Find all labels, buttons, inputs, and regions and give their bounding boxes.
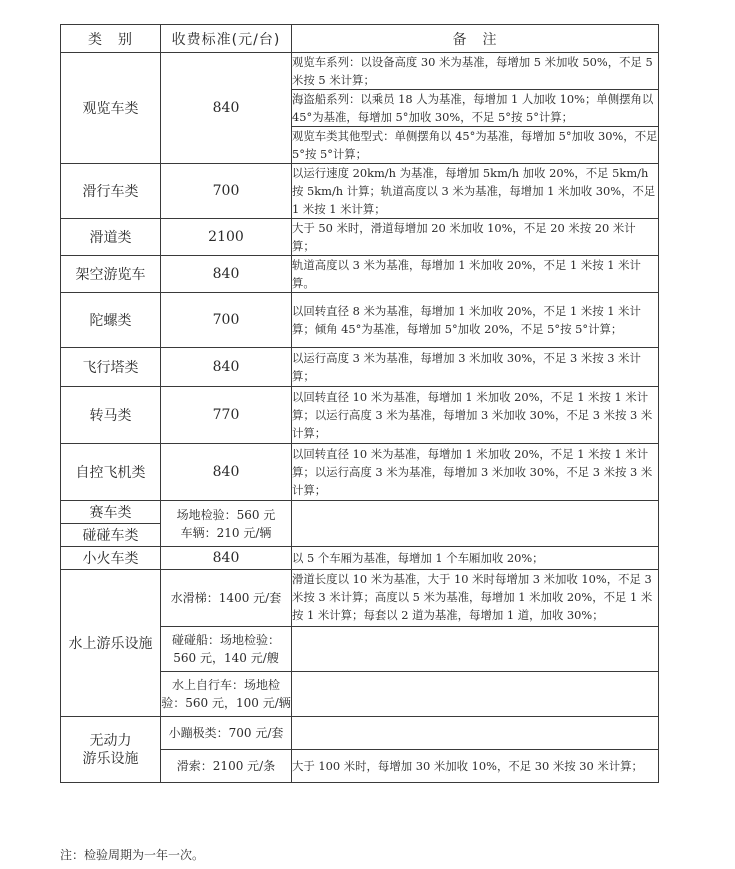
- table-row: [61, 444, 659, 501]
- fee-standard-table: [60, 24, 659, 783]
- note-carousel: 以回转直径 10 米为基准，每增加 1 米加收 20%，不足 1 米按 1 米计算；以运行高度 3 米为基准，每增加 3 米加收 30%，不足 3 米按 3 米计算；: [292, 387, 659, 444]
- header-fee: 收费标准(元/台): [161, 25, 292, 53]
- category-unpowered: 无动力 游乐设施: [61, 717, 161, 783]
- note-water-slide: 滑道长度以 10 米为基准，大于 10 米时每增加 3 米加收 10%，不足 3 米按 3 米计算；高度以 5 米为基准，每增加 1 米加收 20%，不足 1 米按 1 米计算；每套以 2 道为基准，每增加 1 道，加收 30%；: [292, 570, 659, 627]
- fee-trampoline: 小蹦极类：700 元/套: [161, 717, 292, 750]
- table-row: [61, 219, 659, 256]
- category-aerial: 架空游览车: [61, 256, 161, 293]
- note-trampoline-empty: [292, 717, 659, 750]
- table-row: [61, 387, 659, 444]
- note-self-plane: 以回转直径 10 米为基准，每增加 1 米加收 20%，不足 1 米按 1 米计算；以运行高度 3 米为基准，每增加 3 米加收 30%，不足 3 米按 3 米计算；: [292, 444, 659, 501]
- category-sightseeing: 观览车类: [61, 53, 161, 164]
- table-row: [61, 348, 659, 387]
- footer-note: 注：检验周期为一年一次。: [60, 848, 205, 862]
- table-row: [61, 547, 659, 570]
- header-note: 备 注: [292, 25, 659, 53]
- fee-gyro: 700: [161, 293, 292, 348]
- note-slide: 大于 50 米时，滑道每增加 20 米加收 10%，不足 20 米按 20 米计算；: [292, 219, 659, 256]
- note-roller-coaster: 以运行速度 20km/h 为基准，每增加 5km/h 加收 20%，不足 5km/h 按 5km/h 计算；轨道高度以 3 米为基准，每增加 1 米加收 30%，不足 1 米按 1 米计算；: [292, 164, 659, 219]
- note-gyro: 以回转直径 8 米为基准，每增加 1 米加收 20%，不足 1 米按 1 米计算；倾角 45°为基准，每增加 5°加收 20%，不足 5°按 5°计算；: [292, 293, 659, 348]
- note-aerial: 轨道高度以 3 米为基准，每增加 1 米加收 20%，不足 1 米按 1 米计算。: [292, 256, 659, 293]
- table-row: [61, 717, 659, 750]
- table-row: [61, 256, 659, 293]
- note-water-bike-empty: [292, 672, 659, 717]
- fee-zipline: 滑索：2100 元/条: [161, 750, 292, 783]
- fee-race-bumper: 场地检验：560 元 车辆：210 元/辆: [161, 501, 292, 547]
- fee-bumper-boat: 碰碰船：场地检验：560 元，140 元/艘: [161, 627, 292, 672]
- fee-tower: 840: [161, 348, 292, 387]
- table-row: [61, 570, 659, 627]
- note-tower: 以运行高度 3 米为基准，每增加 3 米加收 30%，不足 3 米按 3 米计算；: [292, 348, 659, 387]
- category-gyro: 陀螺类: [61, 293, 161, 348]
- table-row: [61, 293, 659, 348]
- note-sightseeing-wheel: 观览车系列：以设备高度 30 米为基准，每增加 5 米加收 50%，不足 5 米按 5 米计算；: [292, 53, 659, 90]
- fee-sightseeing: 840: [161, 53, 292, 164]
- category-bumper-car: 碰碰车类: [61, 524, 161, 547]
- fee-small-train: 840: [161, 547, 292, 570]
- fee-water-slide: 水滑梯：1400 元/套: [161, 570, 292, 627]
- header-category: 类 别: [61, 25, 161, 53]
- category-slide: 滑道类: [61, 219, 161, 256]
- category-self-plane: 自控飞机类: [61, 444, 161, 501]
- fee-water-bike: 水上自行车：场地检验：560 元，100 元/辆: [161, 672, 292, 717]
- fee-slide: 2100: [161, 219, 292, 256]
- category-roller-coaster: 滑行车类: [61, 164, 161, 219]
- note-race-bumper-empty: [292, 501, 659, 547]
- table-row: [61, 501, 659, 524]
- note-bumper-boat-empty: [292, 627, 659, 672]
- fee-roller-coaster: 700: [161, 164, 292, 219]
- category-water: 水上游乐设施: [61, 570, 161, 717]
- fee-self-plane: 840: [161, 444, 292, 501]
- category-race-car: 赛车类: [61, 501, 161, 524]
- table-row: [61, 164, 659, 219]
- category-tower: 飞行塔类: [61, 348, 161, 387]
- category-carousel: 转马类: [61, 387, 161, 444]
- table-header-row: [61, 25, 659, 53]
- fee-aerial: 840: [161, 256, 292, 293]
- note-zipline: 大于 100 米时，每增加 30 米加收 10%，不足 30 米按 30 米计算；: [292, 750, 659, 783]
- note-small-train: 以 5 个车厢为基准，每增加 1 个车厢加收 20%；: [292, 547, 659, 570]
- note-sightseeing-pirate: 海盗船系列：以乘员 18 人为基准，每增加 1 人加收 10%；单侧摆角以 45°为基准，每增加 5°加收 30%，不足 5°按 5°计算；: [292, 90, 659, 127]
- category-small-train: 小火车类: [61, 547, 161, 570]
- note-sightseeing-other: 观览车类其他型式：单侧摆角以 45°为基准，每增加 5°加收 30%，不足 5°按 5°计算；: [292, 127, 659, 164]
- table-row: [61, 53, 659, 90]
- fee-carousel: 770: [161, 387, 292, 444]
